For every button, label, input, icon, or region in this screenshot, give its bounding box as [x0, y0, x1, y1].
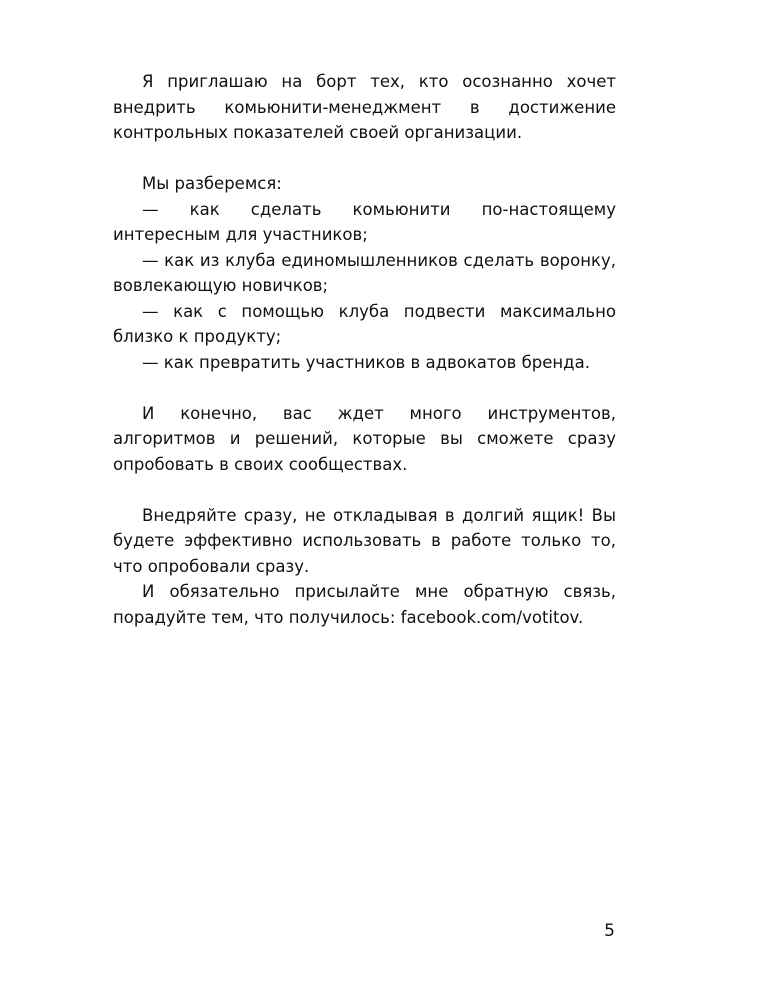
page-number: 5: [604, 921, 615, 941]
paragraph-implement: Внедряйте сразу, не откладывая в долгий ящик! Вы будете эффективно использовать в работе только то, что опробовали сразу.: [113, 505, 616, 576]
paragraph-invitation: Я приглашаю на борт тех, кто осознанно хочет внедрить комьюнити-менеджмент в достижение контрольных показателей своей организации.: [113, 72, 616, 142]
paragraph-gap: [113, 146, 616, 172]
list-item-advocates: — как превратить участников в адвокатов бренда.: [142, 352, 590, 372]
paragraph-tools: И конечно, вас ждет много инструментов, алгоритмов и решений, которые вы сможете сразу опробовать в своих сообществах.: [113, 403, 616, 474]
paragraph-feedback: И обязательно присылайте мне обратную связь, порадуйте тем, что получилось: facebook.com/votitov.: [113, 582, 616, 627]
list-item-funnel: — как из клуба единомышленников сделать воронку, вовлекающую новичков;: [113, 250, 616, 295]
paragraph-intro-list: Мы разберемся:: [142, 174, 282, 193]
paragraph-gap: [113, 477, 616, 503]
paragraph-gap: [113, 375, 616, 401]
list-item-interesting: — как сделать комьюнити по-настоящему интересным для участников;: [113, 199, 616, 244]
list-item-product: — как с помощью клуба подвести максимально близко к продукту;: [113, 301, 616, 346]
body-text: [113, 69, 616, 630]
